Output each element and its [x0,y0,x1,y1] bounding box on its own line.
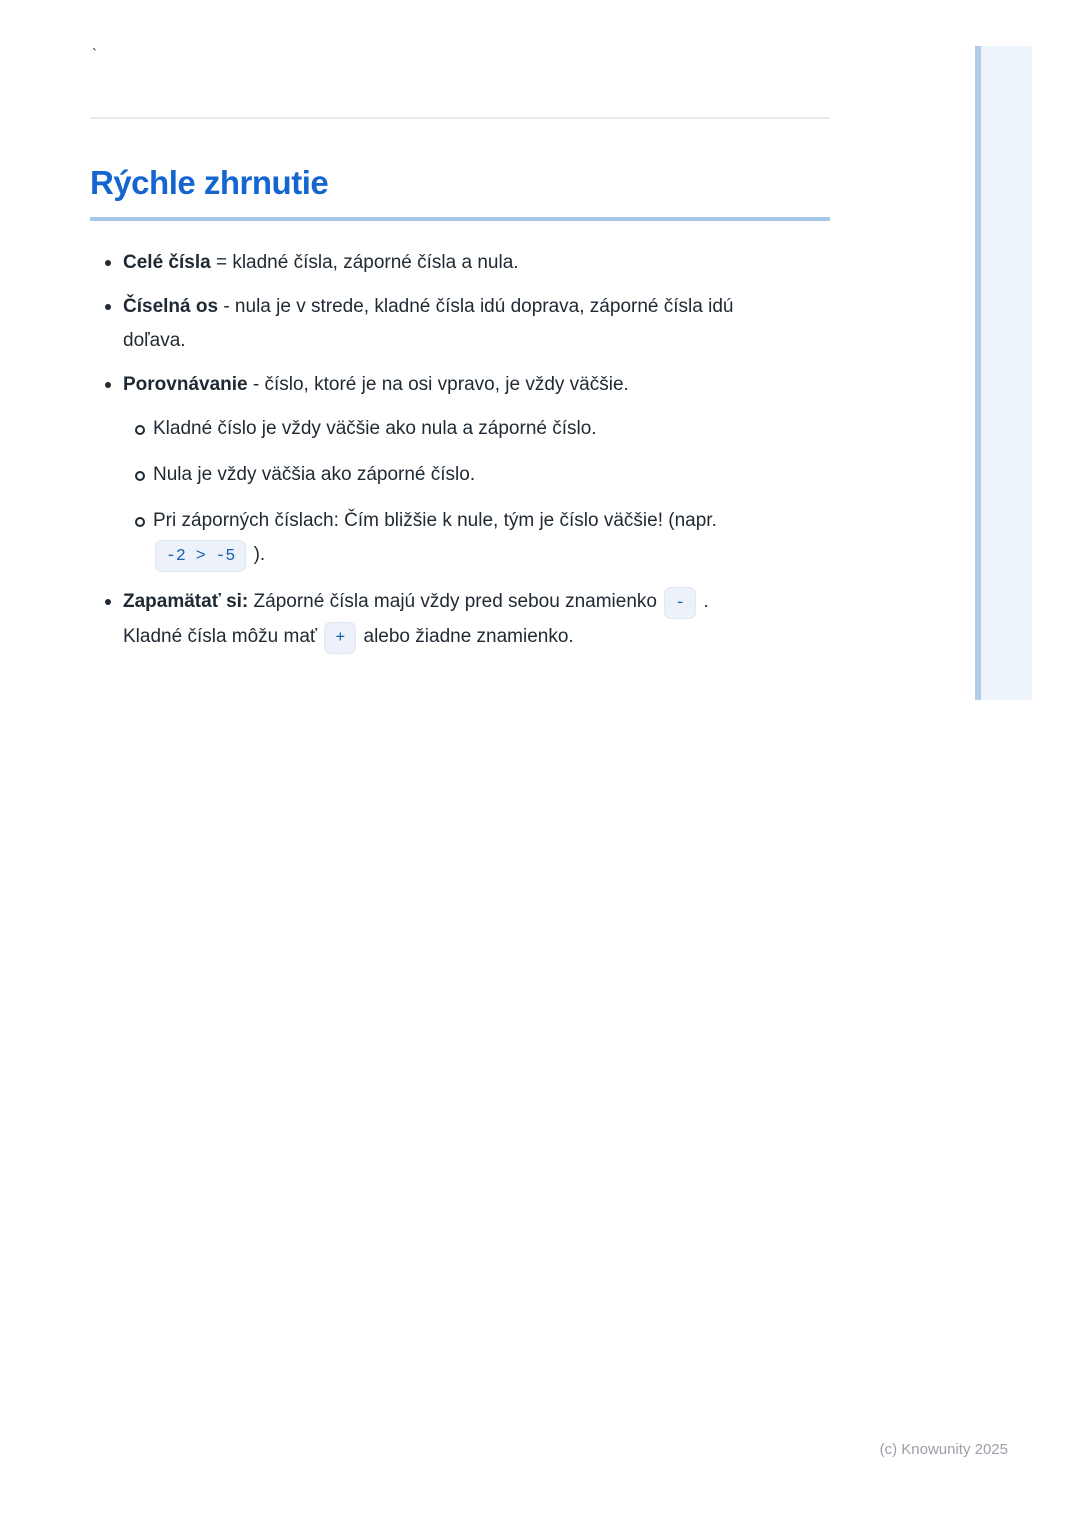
sub-list [123,412,835,573]
bold-text: Porovnávanie [123,374,248,395]
list-item [90,246,835,280]
list-item [90,290,835,358]
text-run: = kladné čísla, záporné čísla a nula. [210,252,519,273]
page-title: Rýchle zhrnutie [90,164,830,221]
inline-code-chip: - [664,587,696,619]
bold-text: Číselná os [123,296,219,317]
stray-backtick: ` [92,46,97,63]
summary-list [90,246,835,665]
copyright-footer: (c) Knowunity 2025 [879,1441,1008,1458]
bold-text: Celé čísla [123,252,211,273]
text-run: Kladné čísla môžu mať [123,626,323,647]
bold-text: Zapamätať si: [123,591,249,612]
list-item [123,504,835,573]
text-run: Nula je vždy väčšia ako záporné číslo. [153,464,476,485]
text-run: ). [248,544,266,565]
inline-code-chip: + [324,622,356,654]
list-item [123,458,835,492]
text-run: Pri záporných číslach: Čím bližšie k nule, tým je číslo väčšie! (napr. [153,510,717,531]
text-run: alebo žiadne znamienko. [358,626,574,647]
text-run: doľava. [123,330,186,351]
list-item [123,412,835,446]
text-run: - nula je v strede, kladné čísla idú doprava, záporné čísla idú [218,296,734,317]
inline-code-chip: -2 > -5 [155,540,246,572]
list-item [90,585,835,655]
list-item [90,368,835,573]
text-run: - číslo, ktoré je na osi vpravo, je vždy väčšie. [247,374,629,395]
text-run: . [698,591,709,612]
page-edge-panel [975,46,1032,700]
text-run: Záporné čísla majú vždy pred sebou znamienko [248,591,663,612]
text-run: Kladné číslo je vždy väčšie ako nula a záporné číslo. [153,418,597,439]
section-divider [90,117,830,119]
